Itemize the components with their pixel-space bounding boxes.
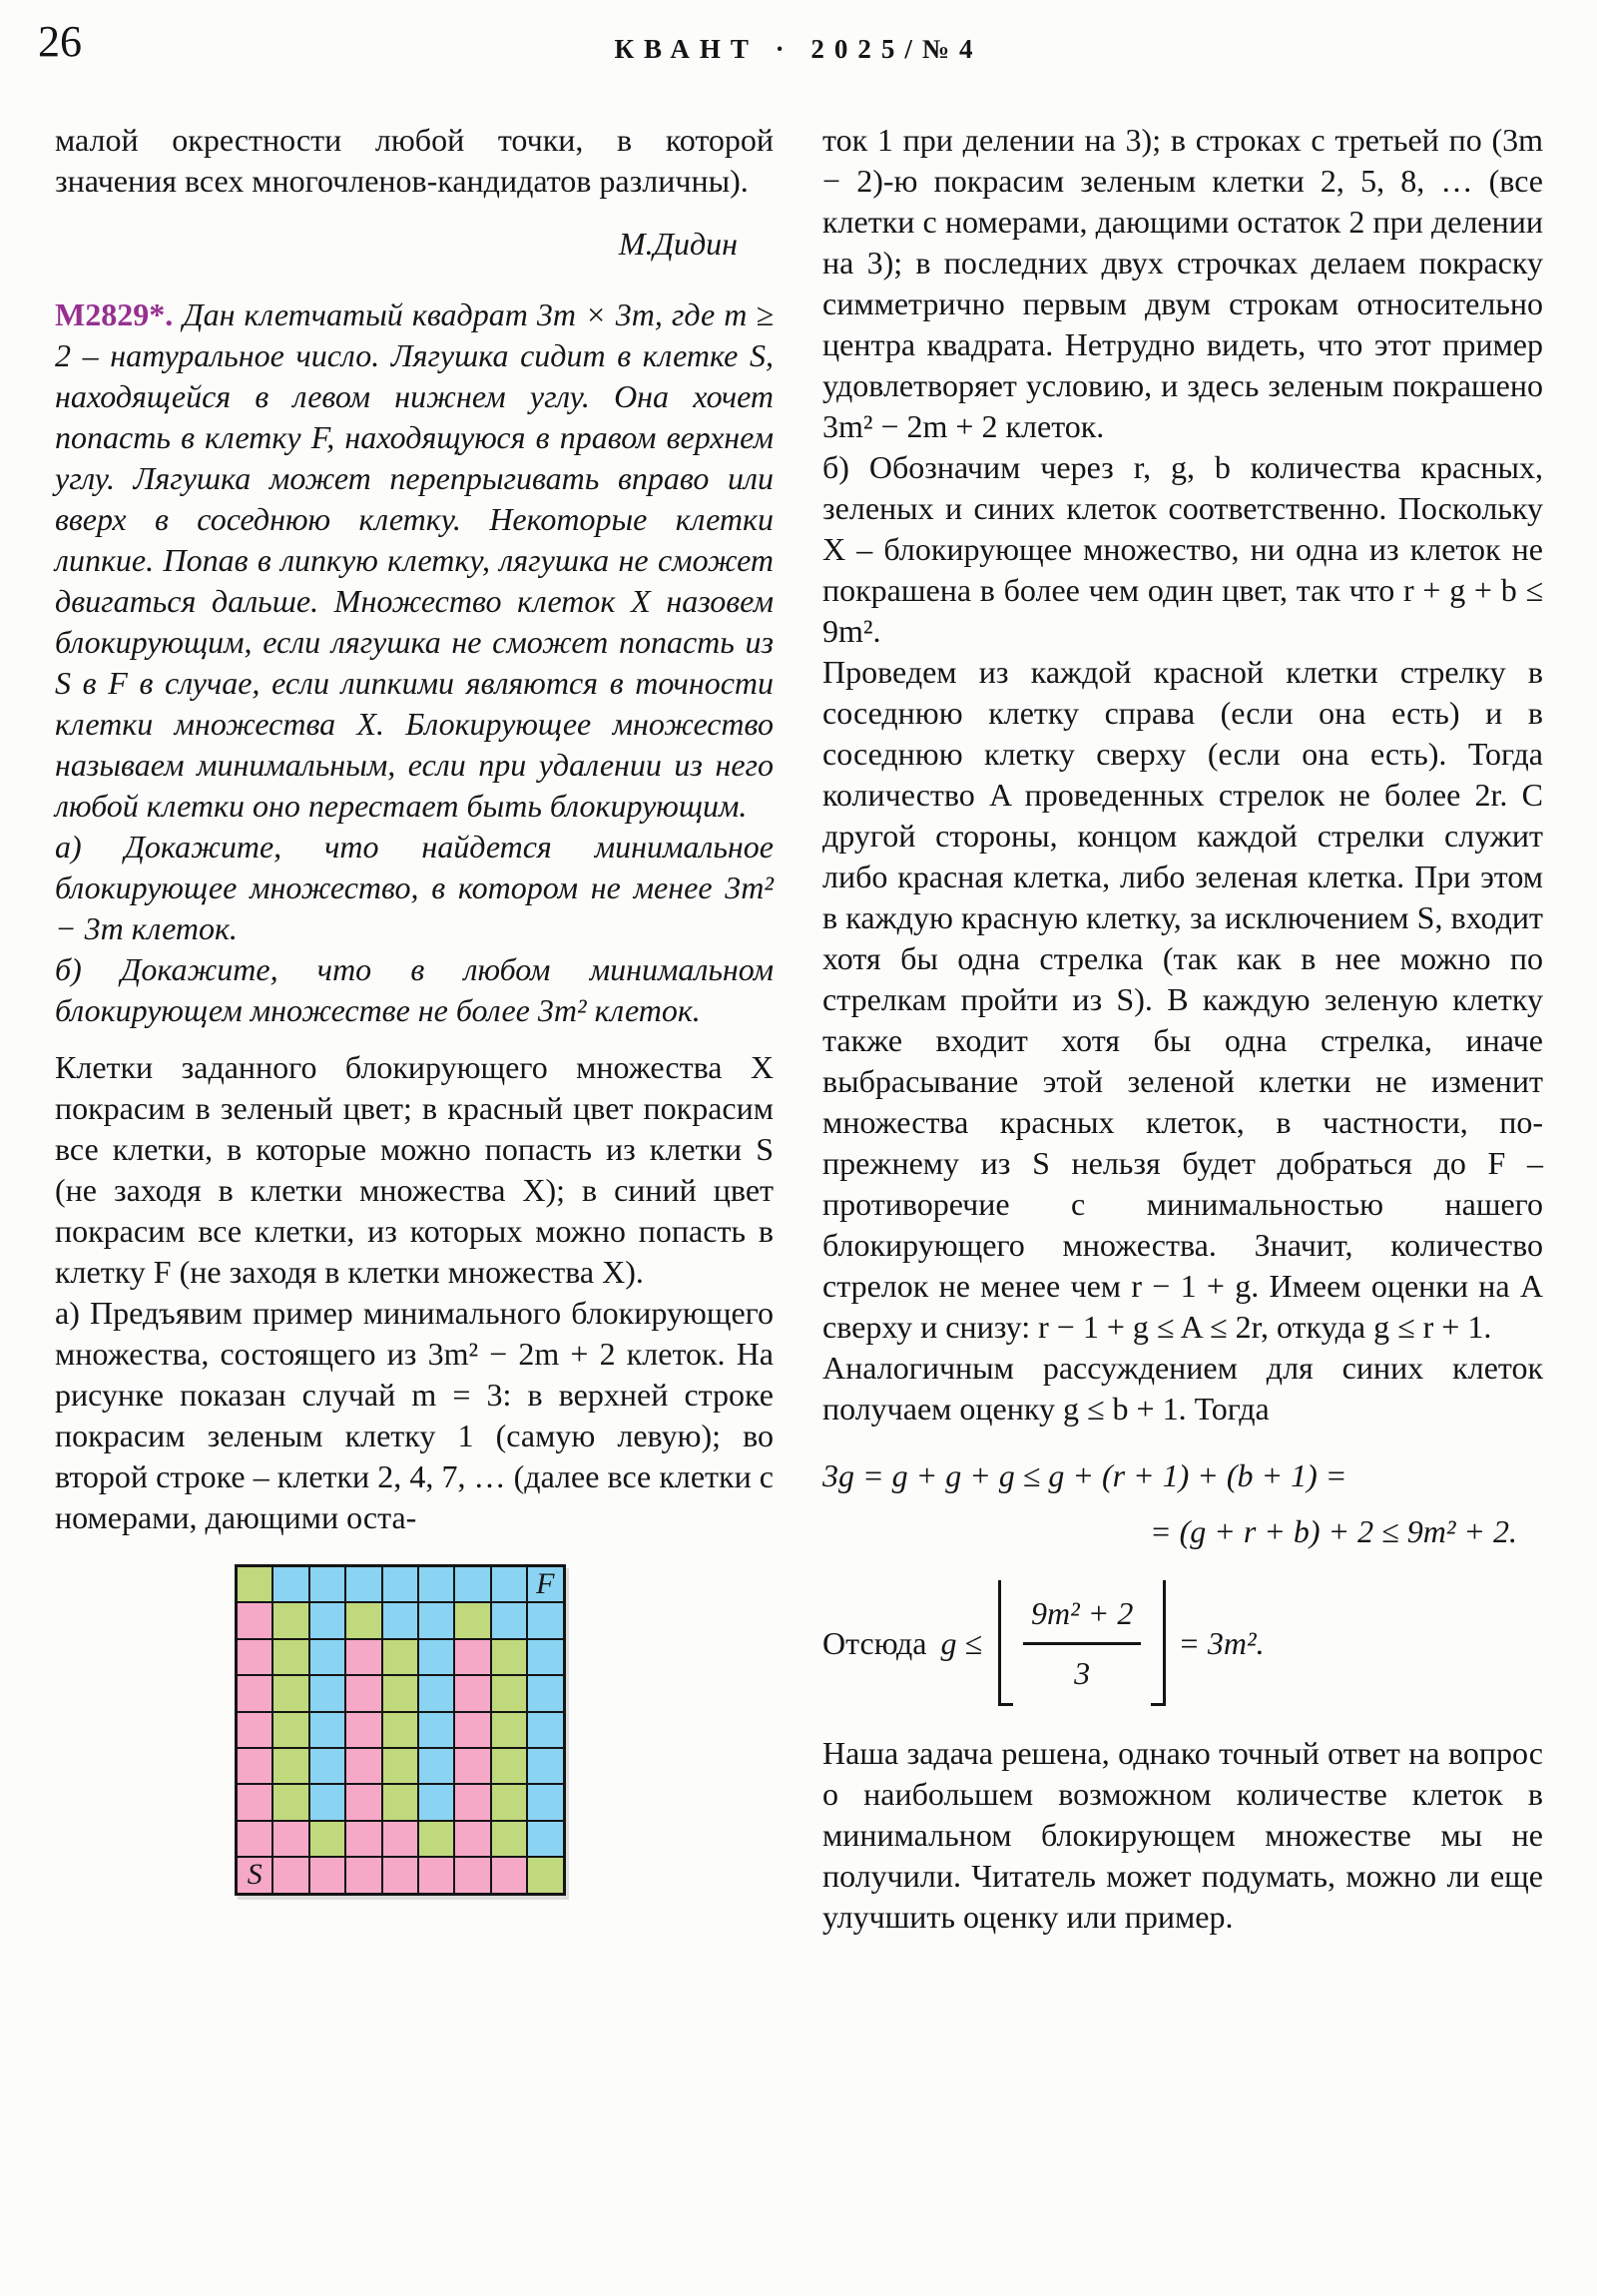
- grid-cell: [345, 1748, 381, 1784]
- floor-bracket-left-icon: [998, 1580, 1013, 1706]
- display-formula: [822, 1447, 1543, 1559]
- grid-cell: [527, 1784, 563, 1820]
- formula-prefix: Отсюда: [822, 1624, 927, 1661]
- fraction-numerator: 9m² + 2: [1031, 1594, 1134, 1631]
- grid-cell: [345, 1602, 381, 1638]
- grid-cell: [345, 1857, 381, 1893]
- grid-cell: [345, 1675, 381, 1711]
- grid-cell: [272, 1566, 308, 1602]
- grid-cell: [418, 1748, 454, 1784]
- grid-cell: [382, 1821, 418, 1857]
- grid-cell: [454, 1639, 490, 1675]
- grid-cell: [237, 1675, 272, 1711]
- grid-cell: [454, 1748, 490, 1784]
- grid-cell: [454, 1784, 490, 1820]
- grid-cell: [237, 1857, 272, 1893]
- grid-cell: [382, 1712, 418, 1748]
- grid-cell: [272, 1602, 308, 1638]
- grid-cell: [237, 1748, 272, 1784]
- grid-cell: [418, 1602, 454, 1638]
- problem-number: М2829*.: [55, 296, 174, 332]
- formula-lhs: g ≤: [940, 1624, 983, 1661]
- grid-cell: [309, 1712, 345, 1748]
- solution-part-a: а) Предъявим пример минимального блокирующего множества, состоящего из 3m² − 2m + 2 клеток. На рисунке показан случай m = 3: в верхней строке покрасим зеленым клетку 1 (самую левую); во второй строке – клетки 2, 4, 7, … (далее все клетки с номерами, дающими оста-: [55, 1295, 774, 1535]
- grid-cell: [382, 1566, 418, 1602]
- grid-cell: [345, 1784, 381, 1820]
- grid-cell: [527, 1857, 563, 1893]
- grid-cell: [491, 1784, 527, 1820]
- grid-cell: [382, 1857, 418, 1893]
- solution-arrows-argument: Проведем из каждой красной клетки стрелку в соседнюю клетку справа (если она есть) и в соседнюю клетку сверху (если она есть). Тогда количество A проведенных стрелок не более 2r. С другой стороны, концом каждой стрелки служит либо красная клетка, либо зеленая клетка. При этом в каждую красную клетку, за исключением S, входит хотя бы одна стрелка (так как в нее можно по стрелкам пройти из S). В каждую зеленую клетку также входит хотя бы одна стрелка, иначе выбрасывание этой зеленой клетки не изменит множества красных клеток, в частности, по-прежнему из S нельзя будет добраться до F – противоречие с минимальностью нашего блокирующего множества. Значит, количество стрелок не менее чем r − 1 + g. Имеем оценки на A сверху и снизу: r − 1 + g ≤ A ≤ 2r, откуда g ≤ r + 1.: [822, 654, 1543, 1345]
- grid-cell: [491, 1675, 527, 1711]
- grid-cell: [491, 1857, 527, 1893]
- grid-cell: [345, 1821, 381, 1857]
- solution-blue-cells-note: Аналогичным рассуждением для синих клеток получаем оценку g ≤ b + 1. Тогда: [822, 1350, 1543, 1427]
- grid-cell: [418, 1712, 454, 1748]
- problem-statement: [55, 294, 774, 827]
- solution-part-b-intro: б) Обозначим через r, g, b количества красных, зеленых и синих клеток соответственно. Поскольку X – блокирующее множество, ни одна из клеток не покрашена в более чем один цвет, так что r + g + b ≤ 9m².: [822, 449, 1543, 649]
- problem-part-a: а) Докажите, что найдется минимальное блокирующее множество, в котором не менее 3m² − 3m клеток.: [55, 829, 774, 946]
- grid-cell: [382, 1784, 418, 1820]
- author-byline: М.Дидин: [618, 226, 738, 262]
- grid-cell: [454, 1602, 490, 1638]
- grid-cell: [527, 1675, 563, 1711]
- grid-cell: [527, 1602, 563, 1638]
- cell-label-f: F: [536, 1567, 555, 1601]
- grid-cell: [418, 1675, 454, 1711]
- grid-cell: [491, 1566, 527, 1602]
- paragraph-previous-solution-tail: малой окрестности любой точки, в которой значения всех многочленов-кандидатов различны).: [55, 122, 774, 199]
- grid-cell: [272, 1821, 308, 1857]
- grid-cell: [309, 1602, 345, 1638]
- grid-cell: [309, 1784, 345, 1820]
- closing-paragraph: Наша задача решена, однако точный ответ на вопрос о наибольшем возможном количестве клеток в минимальном блокирующем множестве мы не получили. Читатель может подумать, можно ли еще улучшить оценку или пример.: [822, 1735, 1543, 1935]
- grid-cell: [527, 1639, 563, 1675]
- grid-cell: [345, 1712, 381, 1748]
- problem-text: Дан клетчатый квадрат 3m × 3m, где m ≥ 2 – натуральное число. Лягушка сидит в клетке S, находящейся в левом нижнем углу. Она хочет попасть в клетку F, находящуюся в правом верхнем углу. Лягушка может перепрыгивать вправо или вверх в соседнюю клетку. Некоторые клетки липкие. Попав в липкую клетку, лягушка не сможет двигаться дальше. Множество клеток X назовем блокирующим, если лягушка не сможет попасть из S в F в случае, если липкими являются в точности клетки множества X. Блокирующее множество называем минимальным, если при удалении из него любой клетки оно перестает быть блокирующим.: [55, 296, 774, 824]
- grid-cell: [491, 1748, 527, 1784]
- grid-cell: [309, 1566, 345, 1602]
- grid-cell: [491, 1602, 527, 1638]
- grid-cell: [309, 1639, 345, 1675]
- grid-cell: [237, 1712, 272, 1748]
- grid-cell: [491, 1639, 527, 1675]
- grid-cell: [527, 1821, 563, 1857]
- grid-cell: [272, 1639, 308, 1675]
- grid-cell: [418, 1566, 454, 1602]
- grid-cell: [237, 1821, 272, 1857]
- formula-line-2: = (g + r + b) + 2 ≤ 9m² + 2.: [1150, 1513, 1517, 1549]
- page-number: 26: [38, 17, 82, 66]
- grid-cell: [382, 1675, 418, 1711]
- grid-cell: [309, 1748, 345, 1784]
- left-column: [55, 120, 774, 1896]
- fraction: [1023, 1593, 1141, 1694]
- grid-cell: [491, 1821, 527, 1857]
- grid-cell: [309, 1857, 345, 1893]
- grid-cell: [418, 1784, 454, 1820]
- floor-bracket-right-icon: [1151, 1580, 1166, 1706]
- formula-rhs: = 3m².: [1178, 1624, 1265, 1661]
- grid-cell: [237, 1602, 272, 1638]
- grid-cell: [454, 1712, 490, 1748]
- grid-cell: [527, 1566, 563, 1602]
- grid-cell: [237, 1639, 272, 1675]
- grid-cell: [418, 1821, 454, 1857]
- grid-cell: [309, 1675, 345, 1711]
- grid-cell: [454, 1675, 490, 1711]
- grid-cell: [272, 1784, 308, 1820]
- running-header: КВАНТ · 2025/№4: [614, 34, 983, 64]
- grid-cell: [418, 1639, 454, 1675]
- floor-formula: [822, 1567, 1543, 1719]
- grid-cell: [272, 1712, 308, 1748]
- grid-cell: [272, 1857, 308, 1893]
- right-column: [822, 120, 1543, 1938]
- grid-cell: [345, 1566, 381, 1602]
- grid-cell: [454, 1566, 490, 1602]
- grid-9x9: [235, 1564, 566, 1896]
- grid-cell: [527, 1748, 563, 1784]
- fraction-denominator: 3: [1023, 1642, 1141, 1694]
- grid-cell: [382, 1602, 418, 1638]
- grid-cell: [272, 1675, 308, 1711]
- problem-part-b: б) Докажите, что в любом минимальном блокирующем множестве не более 3m² клеток.: [55, 951, 774, 1028]
- grid-cell: [527, 1712, 563, 1748]
- grid-cell: [491, 1712, 527, 1748]
- grid-cell: [309, 1821, 345, 1857]
- formula-line-1: 3g = g + g + g ≤ g + (r + 1) + (b + 1) =: [822, 1457, 1347, 1493]
- grid-cell: [382, 1748, 418, 1784]
- grid-cell: [454, 1857, 490, 1893]
- grid-cell: [345, 1639, 381, 1675]
- cell-label-s: S: [247, 1858, 263, 1892]
- grid-cell: [454, 1821, 490, 1857]
- grid-cell: [237, 1566, 272, 1602]
- grid-cell: [237, 1784, 272, 1820]
- grid-cell: [382, 1639, 418, 1675]
- grid-cell: [272, 1748, 308, 1784]
- grid-cell: [418, 1857, 454, 1893]
- solution-coloring-intro: Клетки заданного блокирующего множества X покрасим в зеленый цвет; в красный цвет покрасим все клетки, в которые можно попасть из клетки S (не заходя в клетки множества X); в синий цвет покрасим все клетки, из которых можно попасть в клетку F (не заходя в клетки множества X).: [55, 1049, 774, 1290]
- grid-figure: [235, 1564, 774, 1896]
- solution-part-a-continuation: ток 1 при делении на 3); в строках с третьей по (3m − 2)-ю покрасим зеленым клетки 2, 5, 8, … (все клетки с номерами, дающими остаток 2 при делении на 3); в последних двух строчках делаем покраску симметрично первым двум строкам относительно центра квадрата. Нетрудно видеть, что этот пример удовлетворяет условию, и здесь зеленым покрашено 3m² − 2m + 2 клеток.: [822, 122, 1543, 444]
